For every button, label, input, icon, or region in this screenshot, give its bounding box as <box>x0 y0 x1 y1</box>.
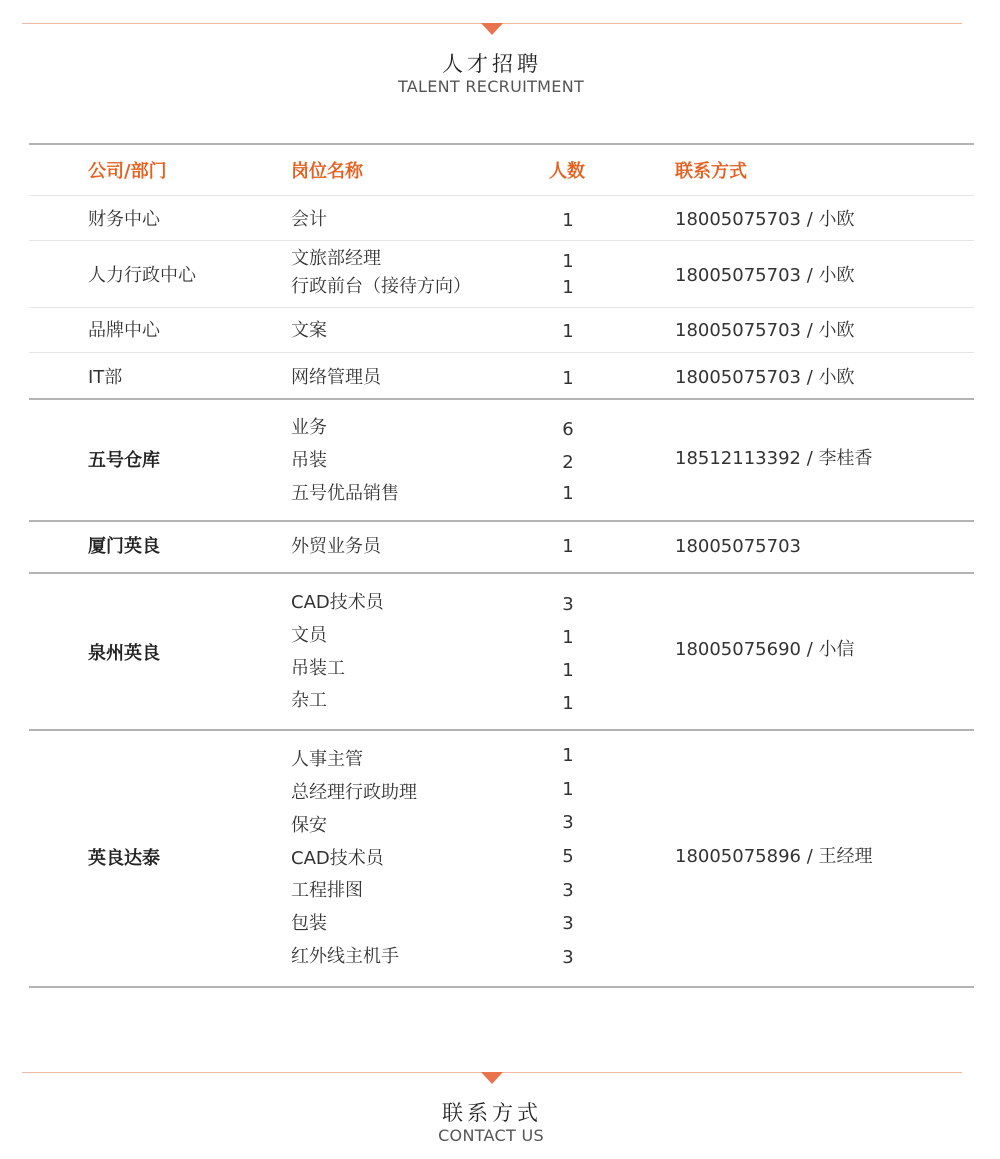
cell-count: 3 <box>562 947 574 968</box>
cell-company: 品牌中心 <box>88 320 160 341</box>
table-top-border <box>29 143 974 145</box>
cell-contact: 18005075703 / 小欧 <box>675 367 855 388</box>
cell-company: 人力行政中心 <box>88 265 196 286</box>
header-contact: 联系方式 <box>675 161 747 182</box>
row-divider <box>29 307 974 308</box>
group-divider <box>29 398 974 400</box>
cell-count: 1 <box>562 745 574 766</box>
cell-position: 保安 <box>291 815 327 836</box>
cell-position: 文案 <box>291 320 327 341</box>
cell-company: 五号仓库 <box>88 450 160 471</box>
cell-contact: 18005075703 / 小欧 <box>675 265 855 286</box>
cell-contact: 18005075690 / 小信 <box>675 639 855 660</box>
cell-contact: 18005075703 <box>675 536 801 557</box>
cell-company: 厦门英良 <box>88 536 160 557</box>
row-divider <box>29 195 974 196</box>
cell-position: 人事主管 <box>291 749 363 770</box>
cell-count: 3 <box>562 913 574 934</box>
cell-position: 吊装工 <box>291 658 345 679</box>
cell-company: 泉州英良 <box>88 643 160 664</box>
cell-position: 业务 <box>291 417 327 438</box>
cell-position: 工程排图 <box>291 880 363 901</box>
cell-count: 1 <box>562 210 574 231</box>
cell-position: 五号优品销售 <box>291 483 399 504</box>
group-divider <box>29 572 974 574</box>
recruitment-table <box>29 0 974 1000</box>
group-divider <box>29 729 974 731</box>
cell-position: 文旅部经理 <box>291 248 381 269</box>
cell-count: 1 <box>562 277 574 298</box>
cell-count: 3 <box>562 812 574 833</box>
cell-contact: 18005075703 / 小欧 <box>675 320 855 341</box>
cell-position: 包装 <box>291 913 327 934</box>
cell-count: 5 <box>562 846 574 867</box>
cell-position: CAD技术员 <box>291 592 384 613</box>
cell-count: 1 <box>562 627 574 648</box>
cell-position: 吊装 <box>291 450 327 471</box>
cell-count: 1 <box>562 536 574 557</box>
table-bottom-border <box>29 986 974 988</box>
cell-count: 1 <box>562 483 574 504</box>
cell-count: 1 <box>562 693 574 714</box>
chevron-down-icon <box>481 1072 503 1084</box>
cell-position: 总经理行政助理 <box>291 782 417 803</box>
cell-count: 1 <box>562 660 574 681</box>
cell-position: CAD技术员 <box>291 848 384 869</box>
header-position: 岗位名称 <box>291 161 363 182</box>
cell-count: 1 <box>562 321 574 342</box>
cell-contact: 18005075703 / 小欧 <box>675 209 855 230</box>
recruit-title: 人才招聘 <box>442 52 542 76</box>
cell-position: 行政前台（接待方向） <box>291 276 471 297</box>
row-divider <box>29 352 974 353</box>
cell-position: 红外线主机手 <box>291 946 399 967</box>
cell-count: 1 <box>562 368 574 389</box>
cell-position: 网络管理员 <box>291 367 381 388</box>
cell-count: 6 <box>562 419 574 440</box>
cell-contact: 18512113392 / 李桂香 <box>675 448 873 469</box>
header-count: 人数 <box>549 161 585 182</box>
cell-position: 外贸业务员 <box>291 536 381 557</box>
cell-company: 英良达泰 <box>88 848 160 869</box>
cell-position: 杂工 <box>291 690 327 711</box>
cell-company: IT部 <box>88 367 123 388</box>
contact-subtitle: CONTACT US <box>438 1126 544 1145</box>
recruit-subtitle: TALENT RECRUITMENT <box>397 77 585 96</box>
contact-title: 联系方式 <box>442 1101 542 1125</box>
header-company: 公司/部门 <box>88 161 167 182</box>
cell-contact: 18005075896 / 王经理 <box>675 846 873 867</box>
cell-position: 会计 <box>291 209 327 230</box>
cell-count: 3 <box>562 594 574 615</box>
row-divider <box>29 240 974 241</box>
cell-count: 1 <box>562 251 574 272</box>
cell-count: 1 <box>562 779 574 800</box>
cell-count: 3 <box>562 880 574 901</box>
group-divider <box>29 520 974 522</box>
cell-count: 2 <box>562 452 574 473</box>
cell-company: 财务中心 <box>88 209 160 230</box>
cell-position: 文员 <box>291 625 327 646</box>
